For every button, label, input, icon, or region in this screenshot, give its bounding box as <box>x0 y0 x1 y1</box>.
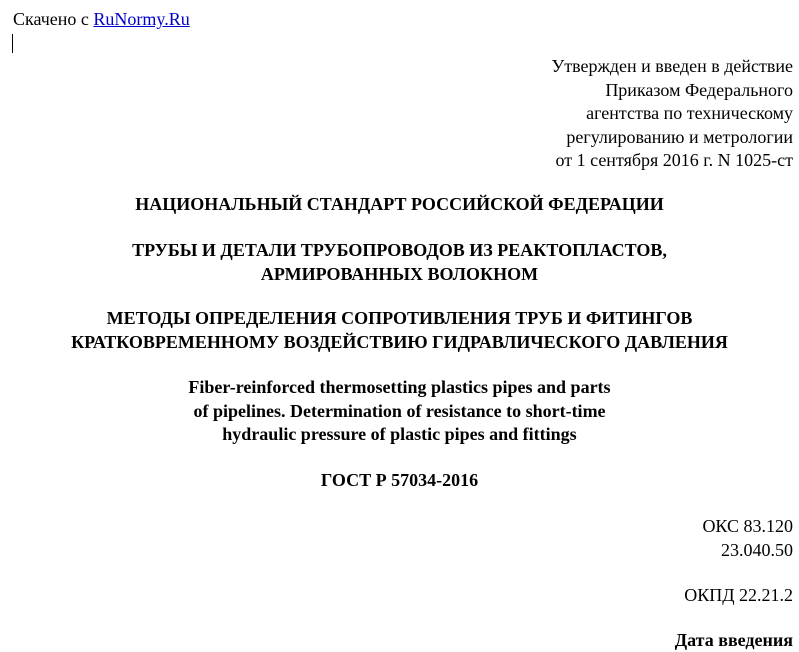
text-caret <box>12 34 13 53</box>
download-prefix-text: Скачено с <box>13 9 94 29</box>
subtitle-line: МЕТОДЫ ОПРЕДЕЛЕНИЯ СОПРОТИВЛЕНИЯ ТРУБ И ФИТИНГОВ <box>106 308 693 328</box>
english-title-line: of pipelines. Determination of resistance to short-time <box>193 400 606 421</box>
oks-code-line: ОКС 83.120 <box>702 516 793 536</box>
gost-designation <box>0 468 799 492</box>
runormy-link[interactable]: RuNormy.Ru <box>93 9 190 29</box>
approval-line: Утвержден и введен в действие <box>551 56 793 76</box>
oks-codes <box>702 514 793 562</box>
document-title <box>0 238 799 286</box>
national-standard-text: НАЦИОНАЛЬНЫЙ СТАНДАРТ РОССИЙСКОЙ ФЕДЕРАЦИИ <box>135 194 664 214</box>
gost-number: ГОСТ Р 57034-2016 <box>320 470 479 490</box>
okpd-code <box>684 583 793 607</box>
english-title <box>0 376 799 447</box>
approval-line: регулированию и метрологии <box>566 126 793 147</box>
approval-line: Приказом Федерального <box>605 79 793 100</box>
title-line: ТРУБЫ И ДЕТАЛИ ТРУБОПРОВОДОВ ИЗ РЕАКТОПЛАСТОВ, <box>132 240 667 260</box>
effective-date-text: Дата введения <box>674 630 793 650</box>
subtitle-line: КРАТКОВРЕМЕННОМУ ВОЗДЕЙСТВИЮ ГИДРАВЛИЧЕСКОГО ДАВЛЕНИЯ <box>71 332 728 352</box>
english-title-line: hydraulic pressure of plastic pipes and fittings <box>222 424 577 444</box>
title-line: АРМИРОВАННЫХ ВОЛОКНОМ <box>260 264 539 284</box>
oks-code-line: 23.040.50 <box>721 540 793 560</box>
download-source-line <box>13 8 190 30</box>
document-subtitle <box>0 306 799 354</box>
approval-line: от 1 сентября 2016 г. N 1025-ст <box>555 150 793 170</box>
english-title-line: Fiber-reinforced thermosetting plastics pipes and parts <box>188 377 611 397</box>
okpd-code-text: ОКПД 22.21.2 <box>684 585 793 605</box>
approval-block <box>551 55 793 173</box>
national-standard-heading <box>0 192 799 216</box>
approval-line: агентства по техническому <box>586 103 793 123</box>
effective-date-label <box>675 628 793 652</box>
